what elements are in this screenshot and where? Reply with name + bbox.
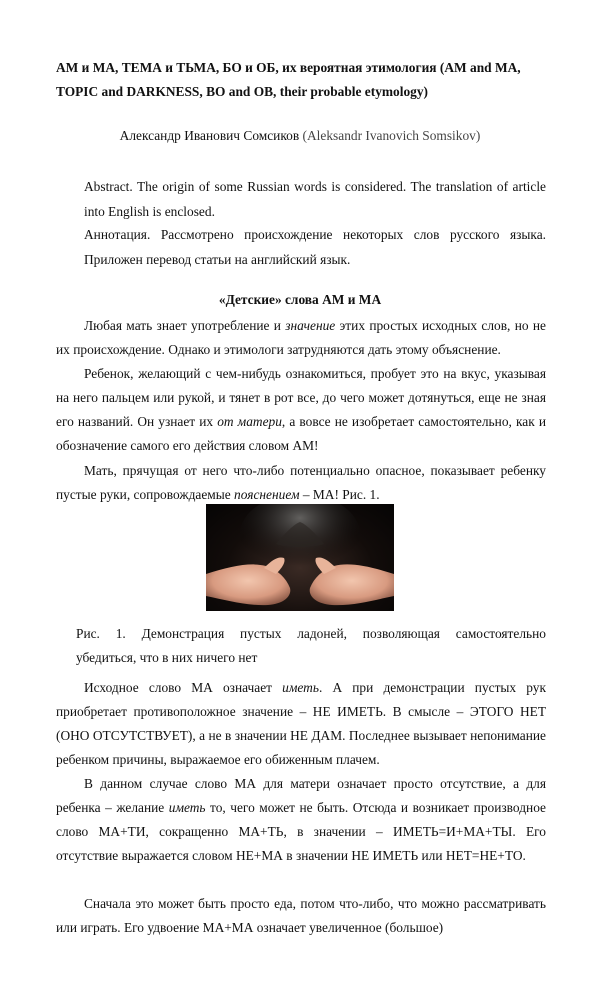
author-line <box>0 126 600 146</box>
paragraph-2-emphasis: от матери <box>217 414 282 429</box>
figure-empty-palms-image <box>206 504 394 611</box>
paragraph-1-text-a: Любая мать знает употребление и <box>84 318 286 333</box>
paper-title: АМ и МА, ТЕМА и ТЬМА, БО и ОБ, их вероятная этимология (AM and MA, TOPIC and DARKNESS, BO and OB, their probable etymology) <box>56 60 521 99</box>
palms-illustration <box>206 504 394 611</box>
figure-caption-line-2: убедиться, что в них ничего нет <box>76 650 258 665</box>
paragraph-4 <box>56 676 546 772</box>
paragraph-5-text-a: В данном случае слово МА для матери означает просто отсутствие, а для ребенка – желание <box>56 776 546 815</box>
paragraph-3-text-a: Мать, прячущая от него что-либо потенциально опасное, показывает ребенку пустые руки, сопровождаемые <box>56 463 546 502</box>
abstract-russian: Аннотация. Рассмотрено происхождение некоторых слов русского языка. Приложен перевод статьи на английский язык. <box>84 227 546 267</box>
paragraph-3 <box>56 459 546 507</box>
figure-caption-line-1: Рис. 1. Демонстрация пустых ладоней, позволяющая самостоятельно <box>76 626 546 641</box>
paragraph-3-emphasis: пояснением <box>234 487 300 502</box>
paragraph-2-text-b: , а вовсе не изобретает самостоятельно, как и обозначение самого его действия словом АМ! <box>56 414 546 453</box>
author-name-ru: Александр Иванович Сомсиков <box>119 128 300 143</box>
paragraph-4-emphasis: иметь <box>282 680 319 695</box>
paragraph-2-text-a: Ребенок, желающий с чем-нибудь ознакомиться, пробует это на вкус, указывая на него пальцем или рукой, и тянет в рот все, до чего может дотянуться, еще не зная его названий. Он узнает их <box>56 366 546 429</box>
paragraph-2 <box>56 362 546 458</box>
paragraph-1-text-b: этих простых исходных слов, но не их происхождение. Однако и этимологи затрудняются дать этому объяснение. <box>56 318 546 357</box>
abstract-english: Abstract. The origin of some Russian words is considered. The translation of article into English is enclosed. <box>84 179 546 219</box>
section-title: «Детские» слова АМ и МА <box>218 292 382 307</box>
paragraph-5 <box>56 772 546 868</box>
paragraph-1 <box>56 314 546 362</box>
paragraph-5-emphasis: иметь <box>168 800 206 815</box>
paragraph-3-text-b: – МА! Рис. 1. <box>299 487 380 502</box>
paragraph-5-text-b: то, чего может не быть. Отсюда и возникает производное слово МА+ТИ, сокращенно МА+ТЬ, в значении – ИМЕТЬ=И+МА+ТЫ. Его отсутствие выражается словом НЕ+МА в значении НЕ ИМЕТЬ или НЕТ=НЕ+ТО. <box>56 800 546 863</box>
paragraph-4-text-b: . А при демонстрации пустых рук приобретает противоположное значение – НЕ ИМЕТЬ. В смысле – ЭТОГО НЕТ (ОНО ОТСУТСТВУЕТ), а не в значении НЕ ДАМ. Последнее вызывает непонимание ребенком причины, выражаемое его обиженным плачем. <box>56 680 546 767</box>
author-name-en: (Aleksandr Ivanovich Somsikov) <box>302 128 481 143</box>
paragraph-6: Сначала это может быть просто еда, потом что-либо, что можно рассматривать или играть. Его удвоение МА+МА означает увеличенное (большое) <box>56 896 546 935</box>
paragraph-1-emphasis: значение <box>285 318 336 333</box>
figure-caption <box>76 622 546 670</box>
paragraph-4-text-a: Исходное слово МА означает <box>84 680 283 695</box>
